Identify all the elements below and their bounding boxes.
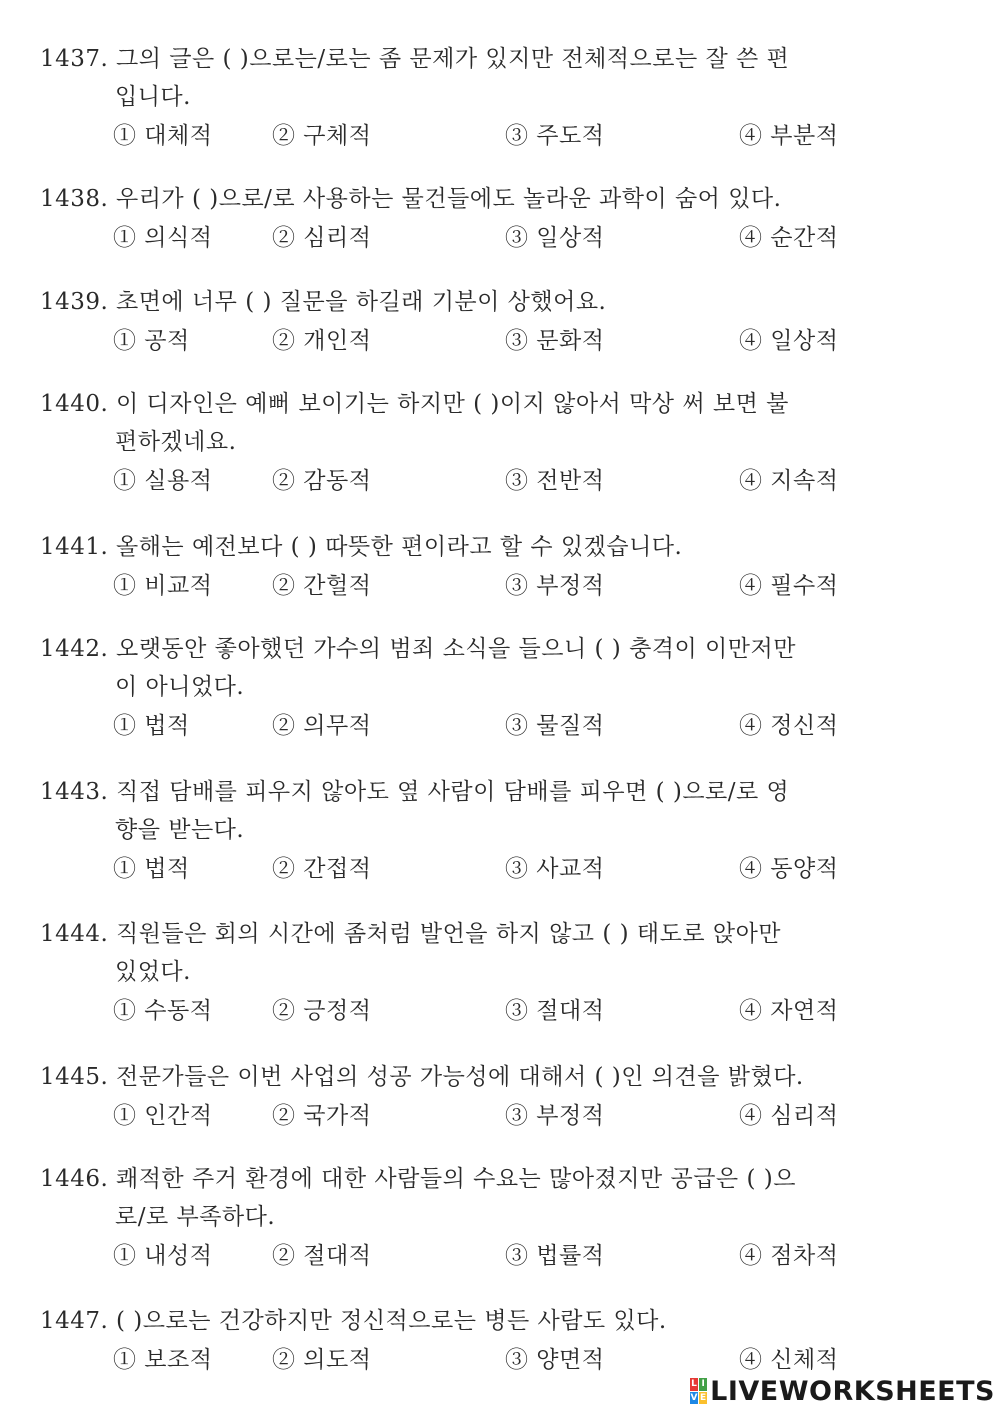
question-text-continued: 편하겠네요.: [115, 429, 237, 455]
question-text: 올해는 예전보다 ( ) 따뜻한 편이라고 할 수 있겠습니다.: [116, 534, 683, 560]
answer-option-2[interactable]: ② 의도적: [272, 1347, 372, 1373]
answer-option-2[interactable]: ② 긍정적: [272, 998, 372, 1024]
answer-option-1[interactable]: ① 의식적: [113, 225, 213, 251]
question-text: ( )으로는 건강하지만 정신적으로는 병든 사람도 있다.: [116, 1308, 667, 1334]
answer-option-2[interactable]: ② 심리적: [272, 225, 372, 251]
question-number: 1444.: [40, 921, 109, 947]
question-text: 전문가들은 이번 사업의 성공 가능성에 대해서 ( )인 의견을 밝혔다.: [116, 1064, 804, 1090]
question-number: 1447.: [40, 1308, 109, 1334]
question-text: 초면에 너무 ( ) 질문을 하길래 기분이 상했어요.: [116, 289, 607, 315]
answer-option-1[interactable]: ① 법적: [113, 713, 190, 739]
logo-text: LIVEWORKSHEETS: [710, 1375, 995, 1407]
question-number: 1438.: [40, 186, 109, 212]
answer-options: [0, 461, 1000, 501]
answer-option-4[interactable]: ④ 신체적: [739, 1347, 839, 1373]
answer-option-1[interactable]: ① 수동적: [113, 998, 213, 1024]
question-text: 우리가 ( )으로/로 사용하는 물건들에도 놀라운 과학이 숨어 있다.: [116, 186, 782, 212]
answer-option-4[interactable]: ④ 점차적: [739, 1243, 839, 1269]
question-number: 1442.: [40, 636, 109, 662]
question-text-continued: 이 아니었다.: [115, 674, 245, 700]
answer-option-4[interactable]: ④ 동양적: [739, 856, 839, 882]
answer-option-3[interactable]: ③ 양면적: [505, 1347, 605, 1373]
answer-option-3[interactable]: ③ 주도적: [505, 123, 605, 149]
cut-off-next-question: [40, 1404, 680, 1414]
question-stem: [40, 180, 935, 218]
answer-options: [0, 566, 1000, 606]
answer-option-2[interactable]: ② 국가적: [272, 1103, 372, 1129]
answer-option-3[interactable]: ③ 전반적: [505, 468, 605, 494]
answer-options: [0, 991, 1000, 1031]
answer-option-2[interactable]: ② 간헐적: [272, 573, 372, 599]
answer-option-2[interactable]: ② 감동적: [272, 468, 372, 494]
answer-options: [0, 116, 1000, 156]
question-text-continued: 향을 받는다.: [115, 817, 245, 843]
answer-options: [0, 1236, 1000, 1276]
answer-option-4[interactable]: ④ 지속적: [739, 468, 839, 494]
question-stem: [40, 1302, 935, 1340]
question-number: 1439.: [40, 289, 109, 315]
answer-option-1[interactable]: ① 내성적: [113, 1243, 213, 1269]
answer-option-4[interactable]: ④ 부분적: [739, 123, 839, 149]
question-text-continued: 입니다.: [115, 84, 191, 110]
question-number: 1437.: [40, 46, 109, 72]
question-number: 1440.: [40, 391, 109, 417]
question-text: 직원들은 회의 시간에 좀처럼 발언을 하지 않고 ( ) 태도로 앉아만: [116, 921, 782, 947]
question-text: 오랫동안 좋아했던 가수의 범죄 소식을 들으니 ( ) 충격이 이만저만: [116, 636, 796, 662]
question-stem: [40, 1160, 935, 1198]
answer-options: [0, 706, 1000, 746]
answer-options: [0, 849, 1000, 889]
answer-option-1[interactable]: ① 실용적: [113, 468, 213, 494]
question-number: 1446.: [40, 1166, 109, 1192]
answer-option-3[interactable]: ③ 일상적: [505, 225, 605, 251]
liveworksheets-logo-icon: [690, 1378, 707, 1404]
answer-option-1[interactable]: ① 보조적: [113, 1347, 213, 1373]
answer-option-3[interactable]: ③ 부정적: [505, 573, 605, 599]
liveworksheets-logo[interactable]: [690, 1374, 995, 1408]
answer-option-4[interactable]: ④ 순간적: [739, 225, 839, 251]
answer-options: [0, 321, 1000, 361]
answer-options: [0, 1096, 1000, 1136]
logo-mark-letter: V: [690, 1392, 698, 1403]
answer-option-1[interactable]: ① 공적: [113, 328, 190, 354]
question-stem: [40, 528, 935, 566]
answer-option-4[interactable]: ④ 자연적: [739, 998, 839, 1024]
question-number: 1443.: [40, 779, 109, 805]
answer-option-2[interactable]: ② 절대적: [272, 1243, 372, 1269]
logo-mark-letter: L: [691, 1379, 697, 1389]
answer-option-2[interactable]: ② 구체적: [272, 123, 372, 149]
answer-options: [0, 218, 1000, 258]
answer-option-3[interactable]: ③ 문화적: [505, 328, 605, 354]
answer-option-1[interactable]: ① 법적: [113, 856, 190, 882]
answer-option-4[interactable]: ④ 심리적: [739, 1103, 839, 1129]
question-stem: [40, 915, 935, 953]
answer-option-3[interactable]: ③ 부정적: [505, 1103, 605, 1129]
answer-option-4[interactable]: ④ 일상적: [739, 328, 839, 354]
question-number: 1441.: [40, 534, 109, 560]
answer-option-1[interactable]: ① 인간적: [113, 1103, 213, 1129]
question-stem: [40, 773, 935, 811]
answer-option-2[interactable]: ② 개인적: [272, 328, 372, 354]
answer-option-1[interactable]: ① 비교적: [113, 573, 213, 599]
question-text-continued: 있었다.: [115, 959, 191, 985]
question-stem: [40, 40, 935, 78]
question-text-continued: 로/로 부족하다.: [115, 1204, 276, 1230]
question-text: 그의 글은 ( )으로는/로는 좀 문제가 있지만 전체적으로는 잘 쓴 편: [116, 46, 790, 72]
answer-option-3[interactable]: ③ 법률적: [505, 1243, 605, 1269]
question-stem: [40, 385, 935, 423]
answer-option-1[interactable]: ① 대체적: [113, 123, 213, 149]
question-text: 쾌적한 주거 환경에 대한 사람들의 수요는 많아졌지만 공급은 ( )으: [116, 1166, 796, 1192]
question-stem: [40, 630, 935, 668]
question-text: 직접 담배를 피우지 않아도 옆 사람이 담배를 피우면 ( )으로/로 영: [116, 779, 790, 805]
question-stem: [40, 1058, 935, 1096]
question-stem: [40, 283, 935, 321]
answer-option-4[interactable]: ④ 필수적: [739, 573, 839, 599]
question-text: 이 디자인은 예뻐 보이기는 하지만 ( )이지 않아서 막상 써 보면 불: [116, 391, 789, 417]
logo-mark-letter: I: [699, 1378, 707, 1391]
answer-option-4[interactable]: ④ 정신적: [739, 713, 839, 739]
answer-option-2[interactable]: ② 의무적: [272, 713, 372, 739]
answer-option-3[interactable]: ③ 사교적: [505, 856, 605, 882]
answer-option-3[interactable]: ③ 물질적: [505, 713, 605, 739]
logo-mark-letter: E: [700, 1392, 707, 1403]
answer-option-3[interactable]: ③ 절대적: [505, 998, 605, 1024]
question-number: 1445.: [40, 1064, 109, 1090]
answer-option-2[interactable]: ② 간접적: [272, 856, 372, 882]
